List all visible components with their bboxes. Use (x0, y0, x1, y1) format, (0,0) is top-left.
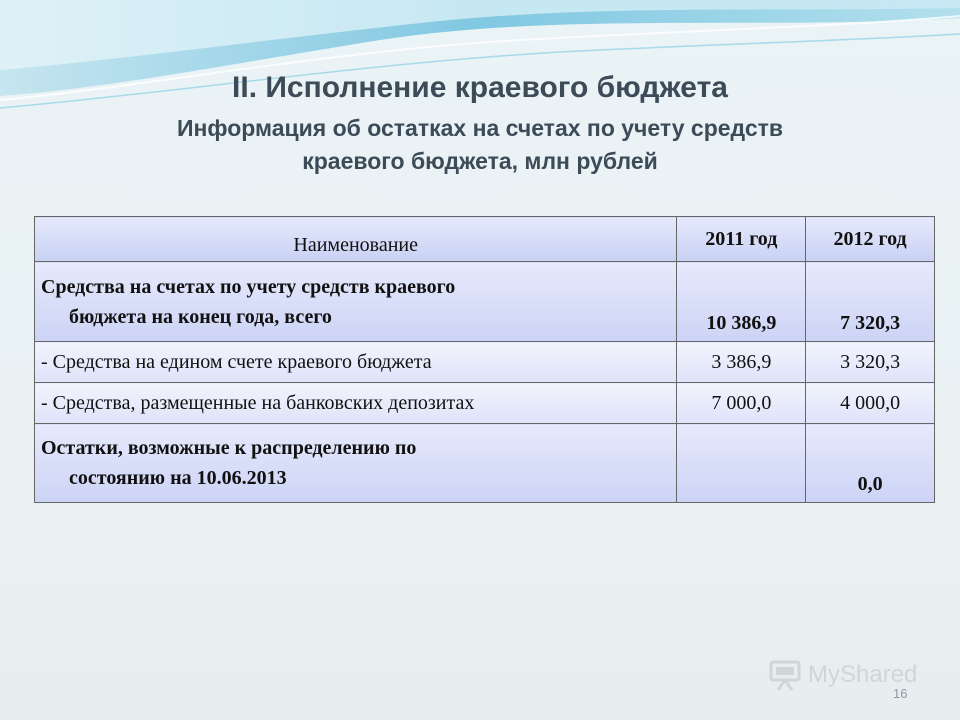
header-2012: 2012 год (806, 217, 935, 262)
row-value-2011: 10 386,9 (677, 262, 806, 342)
watermark-text: MyShared (808, 661, 918, 688)
row-name (35, 424, 677, 503)
slide-subtitle-line2: краевого бюджета, млн рублей (302, 148, 658, 174)
row-value-2012: 4 000,0 (806, 383, 935, 424)
row-name: - Средства, размещенные на банковских депозитах (35, 383, 677, 424)
table-row (35, 383, 935, 424)
row-value-2012: 0,0 (806, 424, 935, 503)
page-number: 16 (893, 686, 908, 701)
table-header-row (35, 217, 935, 262)
row-value-2012: 7 320,3 (806, 262, 935, 342)
row-name (35, 262, 677, 342)
row-value-2012: 3 320,3 (806, 342, 935, 383)
row-value-2011 (677, 424, 806, 503)
slide-title: II. Исполнение краевого бюджета (232, 71, 728, 104)
budget-table (34, 216, 935, 503)
slide-subtitle-line1: Информация об остатках на счетах по учету средств (176, 115, 784, 141)
row-name: - Средства на едином счете краевого бюджета (35, 342, 677, 383)
title-block (0, 70, 960, 178)
row-name-line2: бюджета на конец года, всего (69, 305, 332, 328)
row-name-line1: Средства на счетах по учету средств краевого (41, 275, 456, 298)
table-row (35, 342, 935, 383)
row-value-2011: 7 000,0 (677, 383, 806, 424)
presentation-icon (768, 658, 802, 692)
header-name: Наименование (35, 217, 677, 262)
row-name-line1: Остатки, возможные к распределению по (41, 437, 417, 459)
row-name-line2: состоянию на 10.06.2013 (69, 467, 287, 489)
row-value-2011: 3 386,9 (677, 342, 806, 383)
table-row (35, 424, 935, 503)
header-2011: 2011 год (677, 217, 806, 262)
table-row (35, 262, 935, 342)
